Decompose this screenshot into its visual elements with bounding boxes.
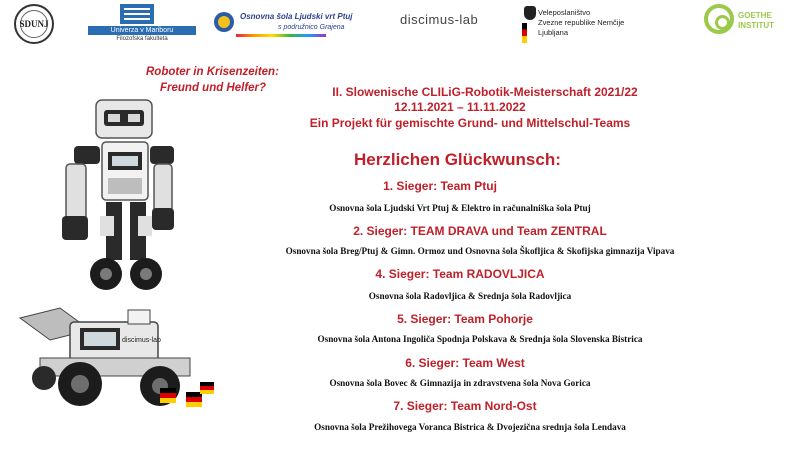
university-maribor-logo — [88, 4, 196, 44]
event-dates: 12.11.2021 – 11.11.2022 — [394, 100, 526, 114]
german-flag-icon — [160, 388, 176, 393]
university-faculty: Filozofska fakulteta — [116, 36, 168, 42]
winner-1-title: 1. Sieger: Team Ptuj — [383, 179, 497, 193]
university-name: Univerza v Mariboru — [88, 26, 196, 35]
university-building-icon — [120, 4, 154, 24]
german-flag-icon — [522, 23, 527, 43]
school-ptuj-logo — [214, 12, 370, 38]
project-description: Ein Projekt für gemischte Grund- und Mittelschul-Teams — [309, 116, 631, 130]
embassy-line-1: Veleposlaništvo — [538, 8, 591, 17]
winner-6-title: 6. Sieger: Team West — [405, 356, 525, 370]
event-title: II. Slowenische CLILiG-Robotik-Meisterschaft 2021/22 — [332, 85, 638, 99]
winner-6-schools: Osnovna šola Bovec & Gimnazija in zdravstvena šola Nova Gorica — [329, 378, 591, 388]
goethe-institut-logo — [704, 4, 774, 44]
winner-4-schools: Osnovna šola Radovljica & Srednja šola Radovljica — [368, 291, 572, 301]
sdunj-logo — [14, 4, 54, 44]
winner-2-title: 2. Sieger: TEAM DRAVA und Team ZENTRAL — [353, 224, 607, 238]
embassy-line-3: Ljubljana — [538, 28, 569, 37]
winner-4-title: 4. Sieger: Team RADOVLJICA — [375, 267, 545, 281]
eagle-icon — [524, 6, 536, 20]
winner-5-title: 5. Sieger: Team Pohorje — [397, 312, 533, 326]
congratulations-heading: Herzlichen Glückwunsch: — [354, 150, 561, 169]
school-ptuj-branch: s podružnico Grajena — [278, 24, 345, 31]
school-emblem-icon — [214, 12, 234, 32]
winner-7-title: 7. Sieger: Team Nord-Ost — [393, 399, 537, 413]
tagline-line-1: Roboter in Krisenzeiten: — [146, 66, 279, 78]
tagline-line-2: Freund und Helfer? — [160, 82, 267, 94]
embassy-line-2: Zvezne republike Nemčije — [538, 18, 625, 27]
wheeled-robot-image — [10, 300, 220, 420]
sdunj-logo-text: SDUNJ — [19, 19, 49, 29]
winner-7-schools: Osnovna šola Prežihovega Voranca Bistrica & Dvojezična srednja šola Lendava — [314, 422, 626, 432]
winner-1-schools: Osnovna šola Ljudski Vrt Ptuj & Elektro in računalniška šola Ptuj — [329, 203, 591, 213]
goethe-ring-icon — [704, 4, 734, 34]
robot-label: discimus-lab — [122, 337, 161, 344]
humanoid-robot-image — [60, 96, 180, 296]
winner-2-schools: Osnovna šola Breg/Ptuj & Gimn. Ormoz und Osnovna šola Škofljica & Skofijska gimnazija Vipava — [285, 246, 675, 256]
goethe-line-2: INSTITUT — [738, 21, 774, 30]
discimus-lab-logo: discimus-lab — [400, 12, 479, 27]
goethe-line-1: GOETHE — [738, 11, 772, 20]
winner-5-schools: Osnovna šola Antona Ingoliča Spodnja Polskava & Srednja šola Slovenska Bistrica — [317, 334, 643, 344]
german-embassy-logo — [520, 4, 650, 46]
school-ptuj-name: Osnovna šola Ljudski vrt Ptuj — [240, 12, 353, 21]
rainbow-stripe — [236, 34, 326, 37]
